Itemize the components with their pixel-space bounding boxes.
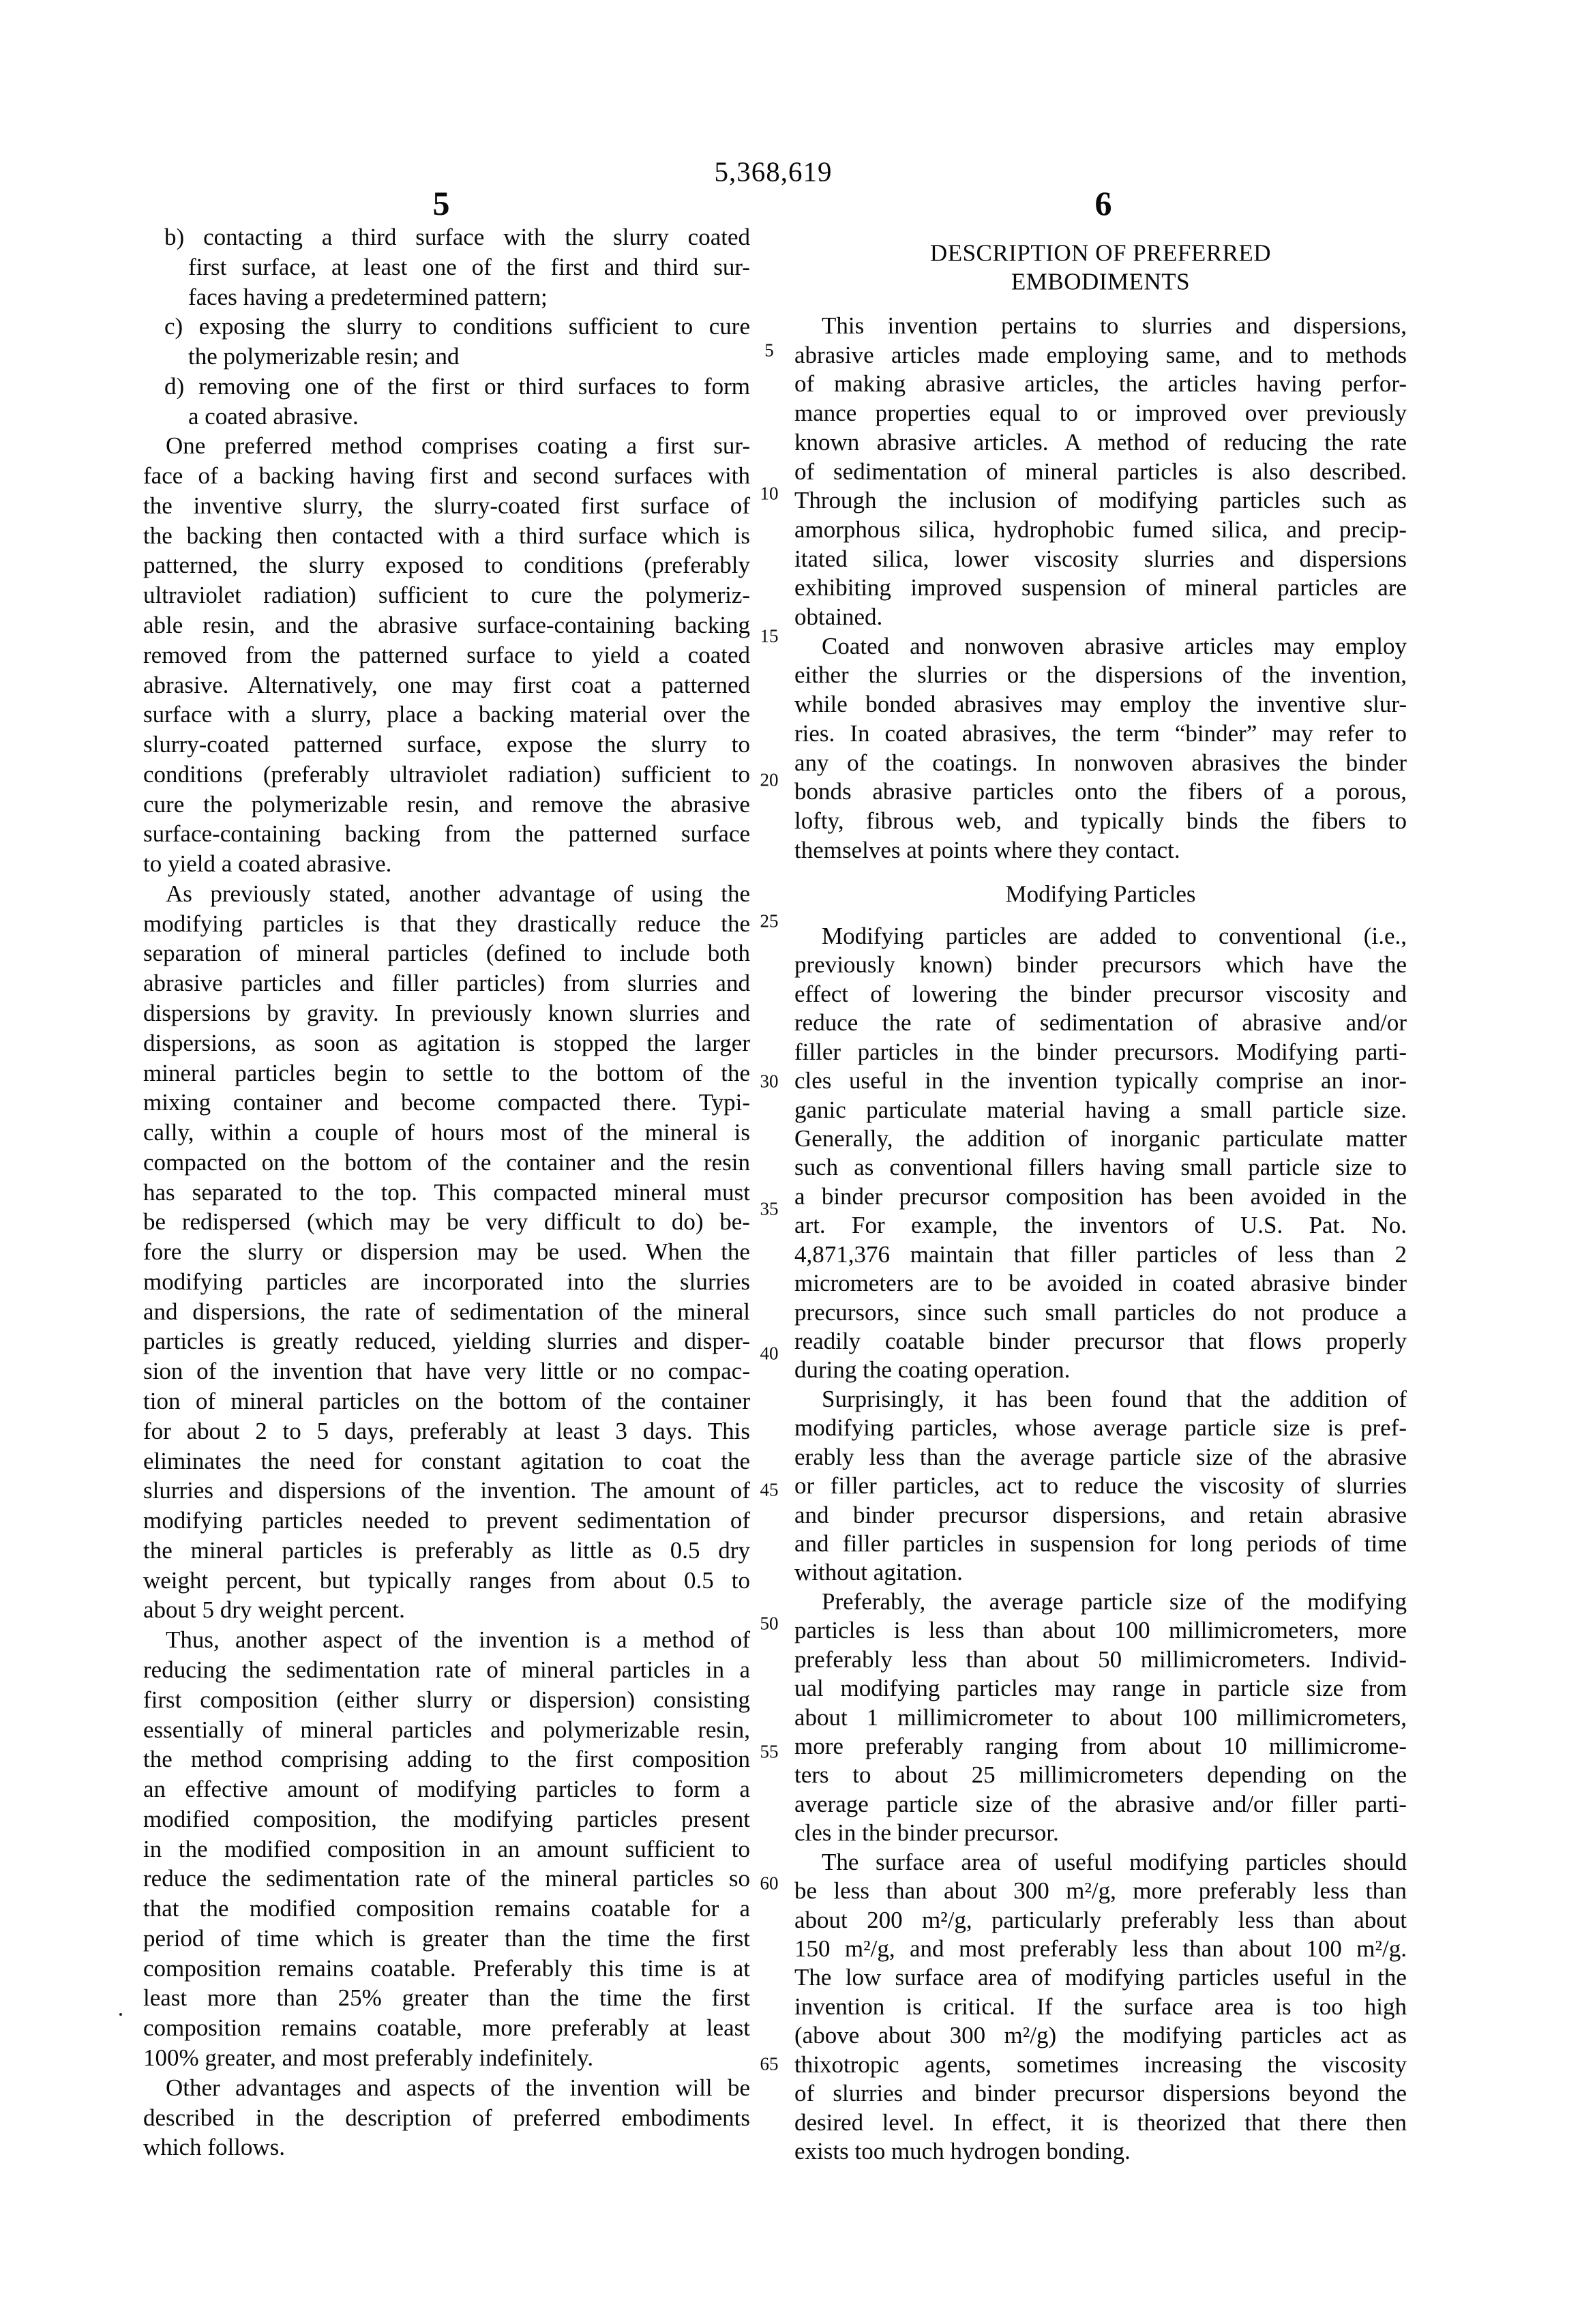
text-line: cles useful in the invention typically comprise an inor- — [794, 1067, 1407, 1094]
text-line: themselves at points where they contact. — [794, 836, 1180, 863]
text-line: lofty, fibrous web, and typically binds the fibers to — [794, 807, 1407, 834]
text-line: exists too much hydrogen bonding. — [794, 2138, 1131, 2165]
text-line: without agitation. — [794, 1559, 963, 1586]
right-column-number: 6 — [1094, 184, 1112, 222]
text-line: least more than 25% greater than the time the first — [143, 1984, 750, 2012]
text-line: erably less than the average particle size of the abrasive — [794, 1443, 1407, 1470]
text-line: composition remains coatable. Preferably this time is at — [143, 1954, 750, 1982]
text-line: thixotropic agents, sometimes increasing the viscosity — [794, 2051, 1407, 2078]
text-line: exhibiting improved suspension of mineral particles are — [794, 574, 1407, 601]
text-line: itated silica, lower viscosity slurries and dispersions — [794, 545, 1407, 572]
text-line: invention is critical. If the surface area is too high — [794, 1993, 1407, 2020]
text-line: c) exposing the slurry to conditions sufficient to cure — [164, 313, 750, 340]
text-line: This invention pertains to slurries and dispersions, — [822, 312, 1407, 339]
text-line: effect of lowering the binder precursor viscosity and — [794, 980, 1407, 1007]
text-line: readily coatable binder precursor that flows properly — [794, 1328, 1407, 1355]
subheading-modifying-particles: Modifying Particles — [1005, 880, 1196, 908]
text-line: a coated abrasive. — [188, 402, 359, 430]
text-line: Surprisingly, it has been found that the addition of — [822, 1385, 1407, 1412]
text-line: Through the inclusion of modifying particles such as — [794, 487, 1407, 514]
text-line: mance properties equal to or improved over previously — [794, 400, 1407, 427]
text-line: compacted on the bottom of the container and the resin — [143, 1148, 750, 1176]
text-line: able resin, and the abrasive surface-containing backing — [143, 612, 751, 638]
text-line: obtained. — [794, 604, 883, 630]
text-line: slurry-coated patterned surface, expose the slurry to — [143, 731, 750, 758]
text-line: modifying particles is that they drastically reduce the — [143, 910, 751, 937]
text-line: Modifying particles are added to conventional (i.e., — [822, 923, 1407, 949]
text-line: (above about 300 m²/g) the modifying particles act as — [794, 2022, 1407, 2049]
text-line: average particle size of the abrasive and/or filler parti- — [794, 1790, 1407, 1817]
text-line: more preferably ranging from about 10 millimicrome- — [794, 1733, 1407, 1760]
text-line: cally, within a couple of hours most of the mineral is — [143, 1119, 751, 1146]
margin-line-number: 45 — [760, 1479, 779, 1500]
text-line: mineral particles begin to settle to the bottom of the — [143, 1059, 750, 1086]
text-line: amorphous silica, hydrophobic fumed silica, and precip- — [794, 516, 1407, 543]
text-line: conditions (preferably ultraviolet radiation) sufficient to — [143, 760, 750, 788]
text-line: has separated to the top. This compacted mineral must — [143, 1178, 750, 1206]
text-line: slurries and dispersions of the invention. The amount of — [143, 1477, 751, 1504]
text-line: abrasive. Alternatively, one may first coat a patterned — [143, 671, 751, 698]
text-line: micrometers are to be avoided in coated abrasive binder — [794, 1270, 1407, 1297]
text-line: ries. In coated abrasives, the term “binder” may refer to — [794, 719, 1407, 747]
text-line: Thus, another aspect of the invention is a method of — [166, 1626, 750, 1654]
text-line: be redispersed (which may be very difficult to do) be- — [143, 1208, 750, 1236]
text-line: mixing container and become compacted there. Typi- — [143, 1089, 750, 1116]
text-line: the mineral particles is preferably as little as 0.5 dry — [143, 1536, 750, 1564]
margin-line-number: 10 — [760, 483, 779, 504]
text-line: first composition (either slurry or dispersion) consisting — [143, 1686, 750, 1713]
text-line: previously known) binder precursors which have the — [794, 951, 1407, 979]
text-line: and binder precursor dispersions, and retain abrasive — [794, 1501, 1407, 1528]
text-line: b) contacting a third surface with the slurry coated — [164, 224, 751, 250]
text-line: preferably less than about 50 millimicrometers. Individ- — [794, 1645, 1407, 1673]
scan-speck — [119, 2013, 122, 2016]
text-line: modifying particles are incorporated into the slurries — [143, 1268, 751, 1295]
text-line: Preferably, the average particle size of the modifying — [822, 1588, 1407, 1615]
text-line: ual modifying particles may range in particle size from — [794, 1675, 1407, 1702]
text-line: essentially of mineral particles and polymerizable resin, — [143, 1716, 750, 1743]
text-line: described in the description of preferred embodiments — [143, 2104, 751, 2131]
margin-line-number: 60 — [760, 1873, 779, 1894]
text-line: desired level. In effect, it is theorized that there then — [794, 2109, 1407, 2136]
text-line: about 1 millimicrometer to about 100 millimicrometers, — [794, 1703, 1407, 1731]
text-line: be less than about 300 m²/g, more preferably less than — [794, 1877, 1407, 1905]
text-line: during the coating operation. — [794, 1356, 1071, 1384]
text-line: of slurries and binder precursor dispersions beyond the — [794, 2080, 1407, 2107]
text-line: ganic particulate material having a small particle size. — [794, 1096, 1407, 1123]
text-line: Other advantages and aspects of the invention will be — [166, 2074, 751, 2101]
text-line: One preferred method comprises coating a first sur- — [166, 432, 750, 460]
text-line: ters to about 25 millimicrometers depending on the — [794, 1761, 1407, 1789]
text-line: any of the coatings. In nonwoven abrasives the binder — [794, 749, 1407, 776]
text-line: the inventive slurry, the slurry-coated first surface of — [143, 492, 751, 519]
text-line: of making abrasive articles, the articles having perfor- — [794, 370, 1407, 398]
margin-line-number: 50 — [760, 1613, 779, 1634]
text-line: which follows. — [143, 2134, 286, 2161]
text-line: a binder precursor composition has been avoided in the — [794, 1182, 1407, 1210]
text-line: sion of the invention that have very little or no compac- — [143, 1358, 751, 1385]
text-line: fore the slurry or dispersion may be used. When the — [143, 1238, 750, 1266]
text-line: dispersions by gravity. In previously known slurries and — [143, 1000, 750, 1027]
margin-line-number: 15 — [760, 625, 779, 646]
text-line: 150 m²/g, and most preferably less than about 100 m²/g. — [794, 1935, 1407, 1963]
text-line: reduce the sedimentation rate of the mineral particles so — [143, 1865, 751, 1892]
text-line: an effective amount of modifying particles to form a — [143, 1776, 750, 1803]
text-line: d) removing one of the first or third surfaces to form — [164, 372, 750, 400]
text-line: to yield a coated abrasive. — [143, 850, 392, 878]
text-line: and filler particles in suspension for long periods of time — [794, 1530, 1407, 1558]
text-line: such as conventional fillers having small particle size to — [794, 1154, 1407, 1181]
text-line: As previously stated, another advantage of using the — [166, 880, 750, 907]
section-heading-line-1: DESCRIPTION OF PREFERRED — [929, 239, 1272, 267]
text-line: for about 2 to 5 days, preferably at least 3 days. This — [143, 1417, 751, 1444]
margin-line-number: 25 — [760, 910, 779, 932]
text-line: the backing then contacted with a third surface which is — [143, 522, 750, 549]
text-line: abrasive articles made employing same, and to methods — [794, 341, 1407, 368]
text-line: the method comprising adding to the first composition — [143, 1746, 751, 1773]
text-line: bonds abrasive particles onto the fibers of a porous, — [794, 778, 1407, 805]
text-line: period of time which is greater than the time the first — [143, 1924, 750, 1952]
text-line: separation of mineral particles (defined to include both — [143, 940, 750, 967]
text-line: of sedimentation of mineral particles is also described. — [794, 458, 1407, 485]
text-line: either the slurries or the dispersions of the invention, — [794, 661, 1407, 689]
text-line: surface-containing backing from the patterned surface — [143, 820, 751, 848]
patent-number: 5,368,619 — [714, 155, 833, 188]
text-line: removed from the patterned surface to yield a coated — [143, 641, 750, 668]
text-line: surface with a slurry, place a backing material over the — [143, 701, 750, 728]
text-line: known abrasive articles. A method of reducing the rate — [794, 428, 1407, 456]
margin-line-number: 65 — [760, 2053, 779, 2074]
text-line: reduce the rate of sedimentation of abrasive and/or — [794, 1009, 1407, 1037]
text-line: Generally, the addition of inorganic particulate matter — [794, 1125, 1407, 1152]
text-line: while bonded abrasives may employ the inventive slur- — [794, 691, 1407, 718]
text-line: weight percent, but typically ranges from about 0.5 to — [143, 1566, 750, 1594]
text-line: Coated and nonwoven abrasive articles may employ — [822, 632, 1407, 659]
text-line: modifying particles needed to prevent sedimentation of — [143, 1507, 750, 1534]
text-line: composition remains coatable, more preferably at least — [143, 2014, 750, 2042]
text-line: face of a backing having first and second surfaces with — [143, 462, 750, 490]
text-line: reducing the sedimentation rate of mineral particles in a — [143, 1656, 751, 1683]
text-line: particles is less than about 100 millimicrometers, more — [794, 1617, 1407, 1644]
text-line: patterned, the slurry exposed to conditions (preferably — [143, 552, 750, 579]
text-line: about 200 m²/g, particularly preferably less than about — [794, 1906, 1407, 1933]
margin-line-number: 5 — [764, 340, 774, 361]
text-line: modified composition, the modifying particles present — [143, 1805, 751, 1832]
section-heading-line-2: EMBODIMENTS — [1011, 268, 1191, 295]
margin-line-number: 20 — [760, 769, 779, 790]
margin-line-number: 40 — [760, 1343, 779, 1364]
text-line: 4,871,376 maintain that filler particles of less than 2 — [794, 1240, 1407, 1268]
text-line: ultraviolet radiation) sufficient to cure the polymeriz- — [143, 582, 751, 609]
margin-line-number: 35 — [760, 1198, 779, 1219]
text-line: The surface area of useful modifying particles should — [822, 1848, 1407, 1875]
text-line: about 5 dry weight percent. — [143, 1596, 405, 1624]
text-line: or filler particles, act to reduce the viscosity of slurries — [794, 1472, 1407, 1500]
text-line: particles is greatly reduced, yielding slurries and disper- — [143, 1328, 751, 1355]
margin-line-number: 30 — [760, 1071, 779, 1092]
text-line: cure the polymerizable resin, and remove the abrasive — [143, 790, 750, 818]
text-line: that the modified composition remains coatable for a — [143, 1895, 750, 1922]
text-line: in the modified composition in an amount sufficient to — [143, 1835, 750, 1862]
text-line: abrasive particles and filler particles) from slurries and — [143, 970, 750, 997]
text-line: precursors, since such small particles do not produce a — [794, 1298, 1407, 1326]
text-line: filler particles in the binder precursors. Modifying parti- — [794, 1038, 1407, 1065]
left-column-number: 5 — [432, 184, 450, 222]
text-line: first surface, at least one of the first and third sur- — [188, 253, 750, 280]
text-line: the polymerizable resin; and — [188, 343, 460, 370]
text-line: art. For example, the inventors of U.S. Pat. No. — [794, 1212, 1407, 1239]
text-line: cles in the binder precursor. — [794, 1819, 1059, 1847]
text-line: The low surface area of modifying particles useful in the — [794, 1964, 1407, 1991]
text-line: dispersions, as soon as agitation is stopped the larger — [143, 1029, 750, 1056]
text-line: modifying particles, whose average particle size is pref- — [794, 1414, 1407, 1442]
text-line: faces having a predetermined pattern; — [188, 283, 548, 310]
text-line: 100% greater, and most preferably indefinitely. — [143, 2044, 594, 2071]
text-line: and dispersions, the rate of sedimentation of the mineral — [143, 1298, 750, 1325]
margin-line-number: 55 — [760, 1741, 779, 1762]
text-line: tion of mineral particles on the bottom of the container — [143, 1388, 750, 1415]
text-line: eliminates the need for constant agitation to coat the — [143, 1447, 750, 1474]
